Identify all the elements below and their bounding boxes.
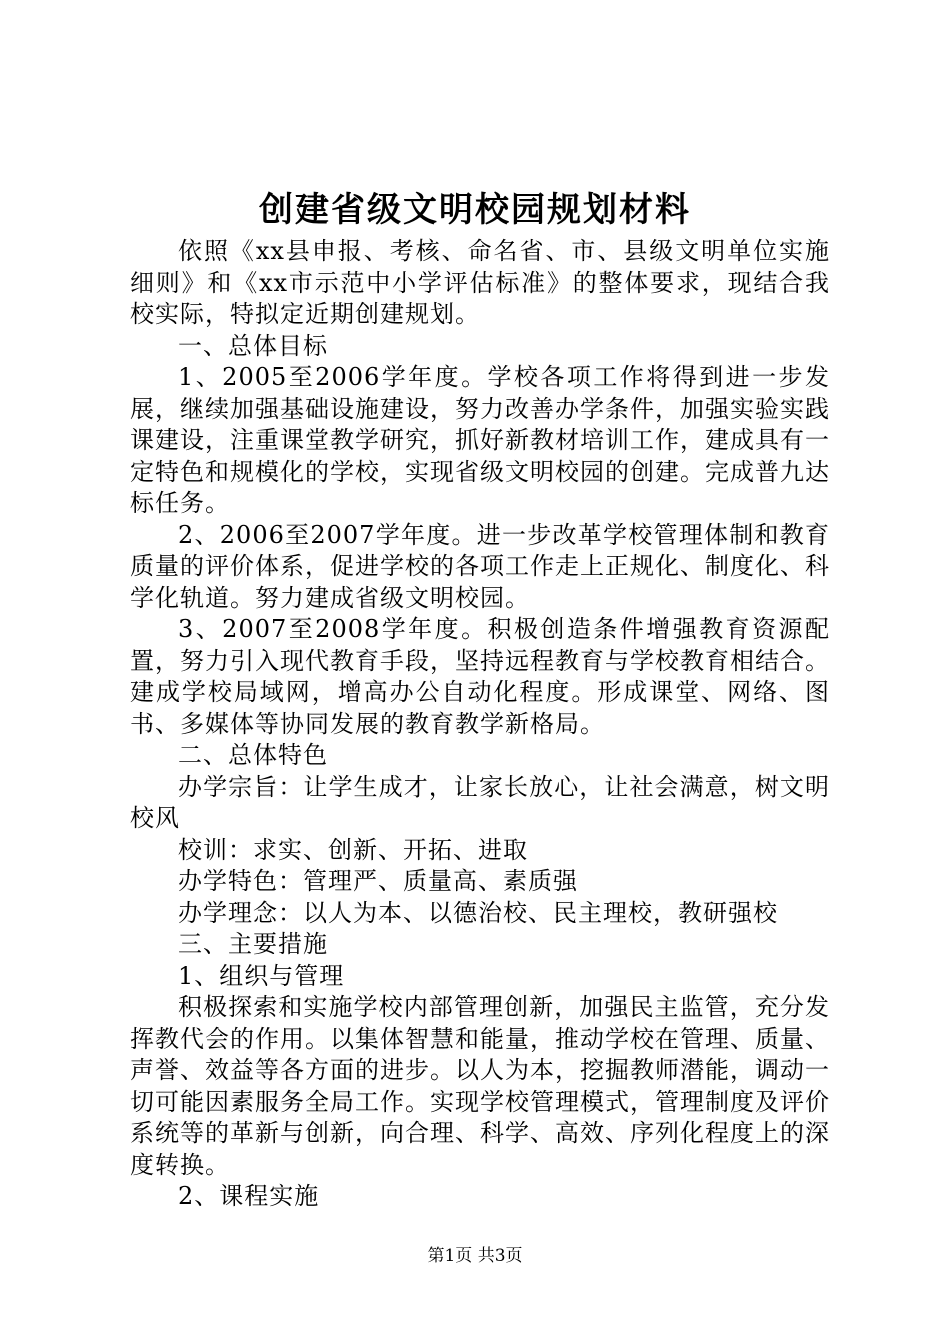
section-heading-measures: 三、主要措施 (178, 930, 328, 958)
goal-paragraph-3: 3、2007至2008学年度。积极创造条件增强教育资源配置，努力引入现代教育手段，坚持远程教育与学校教育相结合。建成学校局域网，增高办公自动化程度。形成课堂、网络、图书、多媒体等协同发展的教育教学新格局。 (130, 615, 830, 738)
subheading-curriculum: 2、课程实施 (178, 1182, 320, 1210)
page-footer: 第1页 共3页 (427, 1246, 523, 1266)
subheading-organization: 1、组织与管理 (178, 961, 345, 990)
section-heading-goals: 一、总体目标 (178, 331, 328, 360)
intro-paragraph: 依照《xx县申报、考核、命名省、市、县级文明单位实施细则》和《xx市示范中小学评估标准》的整体要求，现结合我校实际，特拟定近期创建规划。 (130, 237, 830, 328)
feature-philosophy: 办学理念：以人为本、以德治校、民主理校，教研强校 (178, 898, 778, 927)
section-heading-features: 二、总体特色 (178, 741, 328, 769)
feature-motto: 校训：求实、创新、开拓、进取 (178, 835, 528, 864)
goal-paragraph-2: 2、2006至2007学年度。进一步改革学校管理体制和教育质量的评价体系，促进学校的各项工作走上正规化、制度化、科学化轨道。努力建成省级文明校园。 (130, 520, 830, 612)
organization-paragraph: 积极探索和实施学校内部管理创新，加强民主监管，充分发挥教代会的作用。以集体智慧和能量，推动学校在管理、质量、声誉、效益等各方面的进步。以人为本，挖掘教师潜能，调动一切可能因素服务全局工作。实现学校管理模式，管理制度及评价系统等的革新与创新，向合理、科学、高效、序列化程度上的深度转换。 (130, 993, 830, 1179)
feature-purpose: 办学宗旨：让学生成才，让家长放心，让社会满意，树文明校风 (130, 772, 830, 832)
document-title: 创建省级文明校园规划材料 (259, 190, 691, 230)
goal-paragraph-1: 1、2005至2006学年度。学校各项工作将得到进一步发展，继续加强基础设施建设，努力改善办学条件，加强实验实践课建设，注重课堂教学研究，抓好新教材培训工作，建成具有一定特色和规模化的学校，实现省级文明校园的创建。完成普九达标任务。 (130, 363, 830, 517)
feature-characteristics: 办学特色：管理严、质量高、素质强 (178, 867, 578, 895)
document-body (130, 236, 830, 1213)
